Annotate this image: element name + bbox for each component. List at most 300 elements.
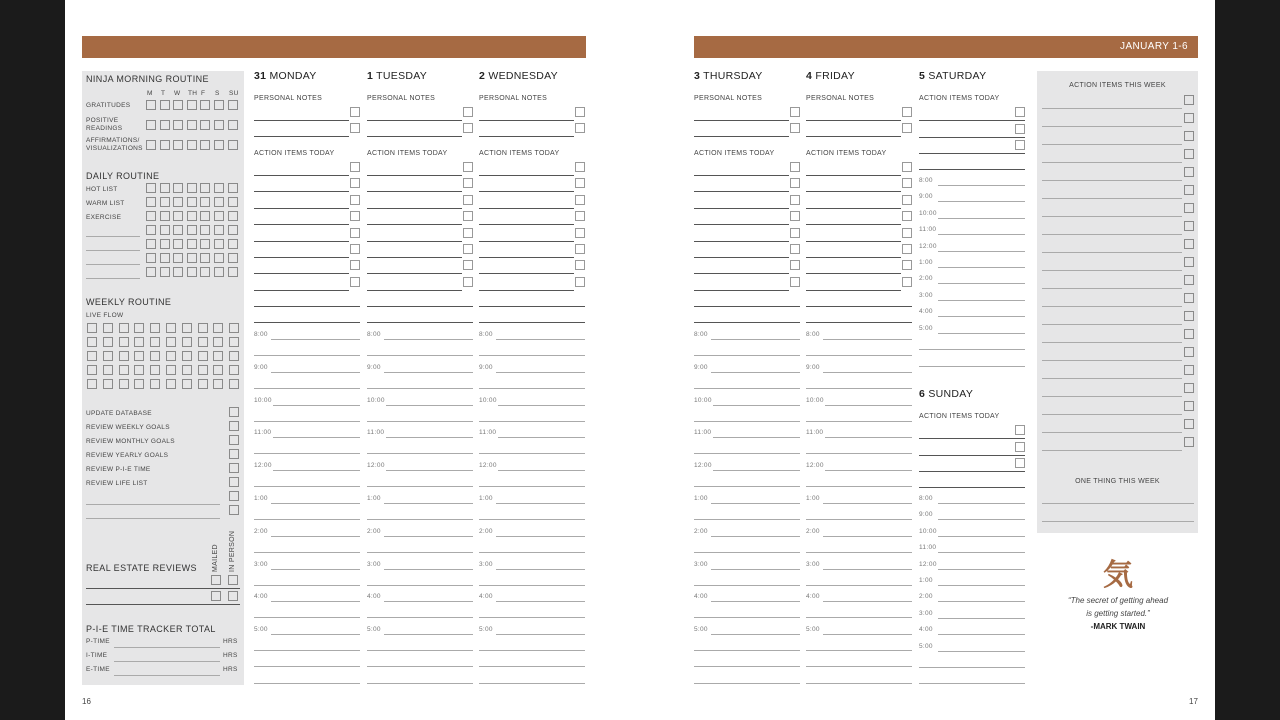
morning-checkbox[interactable] [200, 120, 210, 130]
live-flow-checkbox[interactable] [213, 379, 223, 389]
hour-line[interactable] [254, 519, 360, 520]
hour-line[interactable] [713, 470, 800, 471]
review-blank-line[interactable] [86, 504, 220, 505]
morning-checkbox[interactable] [173, 140, 183, 150]
live-flow-checkbox[interactable] [134, 337, 144, 347]
hour-line[interactable] [496, 372, 585, 373]
hour-line[interactable] [254, 453, 360, 454]
pie-hours-line[interactable] [114, 661, 220, 662]
daily-checkbox[interactable] [228, 253, 238, 263]
action-line[interactable] [694, 273, 789, 274]
action-checkbox[interactable] [790, 228, 800, 238]
action-checkbox[interactable] [463, 277, 473, 287]
hour-line[interactable] [384, 601, 473, 602]
hour-line[interactable] [806, 388, 912, 389]
mailed-checkbox[interactable] [211, 575, 221, 585]
hour-line[interactable] [271, 503, 360, 504]
note-line[interactable] [806, 120, 901, 121]
hour-line[interactable] [694, 355, 800, 356]
hour-line[interactable] [271, 569, 360, 570]
action-line[interactable] [919, 153, 1025, 154]
action-checkbox[interactable] [1015, 425, 1025, 435]
review-checkbox[interactable] [229, 435, 239, 445]
live-flow-checkbox[interactable] [182, 351, 192, 361]
daily-checkbox[interactable] [160, 239, 170, 249]
action-line[interactable] [694, 208, 789, 209]
action-line[interactable] [367, 208, 462, 209]
write-line[interactable] [367, 306, 473, 307]
live-flow-checkbox[interactable] [87, 379, 97, 389]
week-action-checkbox[interactable] [1184, 113, 1194, 123]
week-action-line[interactable] [1042, 144, 1182, 145]
live-flow-checkbox[interactable] [166, 365, 176, 375]
morning-checkbox[interactable] [160, 100, 170, 110]
review-checkbox[interactable] [229, 449, 239, 459]
action-line[interactable] [479, 273, 574, 274]
live-flow-checkbox[interactable] [150, 365, 160, 375]
action-checkbox[interactable] [902, 195, 912, 205]
review-checkbox[interactable] [229, 463, 239, 473]
write-line[interactable] [479, 666, 585, 667]
hour-line[interactable] [938, 651, 1025, 652]
hour-line[interactable] [694, 585, 800, 586]
write-line[interactable] [367, 683, 473, 684]
hour-line[interactable] [694, 453, 800, 454]
hour-line[interactable] [938, 234, 1025, 235]
write-line[interactable] [479, 306, 585, 307]
live-flow-checkbox[interactable] [119, 323, 129, 333]
hour-line[interactable] [384, 372, 473, 373]
week-action-checkbox[interactable] [1184, 131, 1194, 141]
action-line[interactable] [254, 257, 349, 258]
hour-line[interactable] [694, 519, 800, 520]
write-line[interactable] [479, 322, 585, 323]
hour-line[interactable] [806, 421, 912, 422]
week-action-line[interactable] [1042, 450, 1182, 451]
daily-checkbox[interactable] [200, 197, 210, 207]
in-person-checkbox[interactable] [228, 575, 238, 585]
hour-line[interactable] [254, 650, 360, 651]
daily-checkbox[interactable] [173, 253, 183, 263]
live-flow-checkbox[interactable] [182, 379, 192, 389]
note-line[interactable] [254, 136, 349, 137]
live-flow-checkbox[interactable] [182, 365, 192, 375]
one-thing-line[interactable] [1042, 521, 1194, 522]
morning-checkbox[interactable] [173, 120, 183, 130]
action-checkbox[interactable] [350, 228, 360, 238]
note-line[interactable] [367, 120, 462, 121]
action-line[interactable] [919, 137, 1025, 138]
action-checkbox[interactable] [350, 162, 360, 172]
action-line[interactable] [254, 208, 349, 209]
hour-line[interactable] [825, 405, 912, 406]
live-flow-checkbox[interactable] [166, 337, 176, 347]
hour-line[interactable] [498, 437, 585, 438]
hour-line[interactable] [938, 519, 1025, 520]
note-line[interactable] [254, 120, 349, 121]
live-flow-checkbox[interactable] [119, 337, 129, 347]
hour-line[interactable] [498, 405, 585, 406]
action-line[interactable] [806, 224, 901, 225]
live-flow-checkbox[interactable] [198, 337, 208, 347]
write-line[interactable] [806, 683, 912, 684]
week-action-line[interactable] [1042, 180, 1182, 181]
write-line[interactable] [254, 666, 360, 667]
daily-checkbox[interactable] [228, 225, 238, 235]
week-action-line[interactable] [1042, 396, 1182, 397]
write-line[interactable] [694, 683, 800, 684]
note-checkbox[interactable] [463, 123, 473, 133]
action-checkbox[interactable] [350, 244, 360, 254]
hour-line[interactable] [938, 300, 1025, 301]
daily-checkbox[interactable] [214, 183, 224, 193]
hour-line[interactable] [384, 569, 473, 570]
live-flow-checkbox[interactable] [134, 351, 144, 361]
review-checkbox[interactable] [229, 505, 239, 515]
action-checkbox[interactable] [790, 195, 800, 205]
morning-checkbox[interactable] [146, 120, 156, 130]
action-line[interactable] [919, 455, 1025, 456]
in-person-checkbox[interactable] [228, 591, 238, 601]
live-flow-checkbox[interactable] [213, 323, 223, 333]
action-line[interactable] [254, 224, 349, 225]
hour-line[interactable] [711, 503, 800, 504]
hour-line[interactable] [496, 569, 585, 570]
note-line[interactable] [694, 136, 789, 137]
hour-line[interactable] [713, 405, 800, 406]
hour-line[interactable] [938, 218, 1025, 219]
week-action-checkbox[interactable] [1184, 293, 1194, 303]
week-action-checkbox[interactable] [1184, 419, 1194, 429]
week-action-line[interactable] [1042, 252, 1182, 253]
action-line[interactable] [367, 175, 462, 176]
daily-checkbox[interactable] [214, 211, 224, 221]
hour-line[interactable] [806, 355, 912, 356]
week-action-line[interactable] [1042, 234, 1182, 235]
daily-checkbox[interactable] [173, 267, 183, 277]
action-checkbox[interactable] [790, 162, 800, 172]
action-line[interactable] [694, 224, 789, 225]
live-flow-checkbox[interactable] [150, 337, 160, 347]
live-flow-checkbox[interactable] [119, 379, 129, 389]
action-checkbox[interactable] [902, 211, 912, 221]
daily-checkbox[interactable] [228, 183, 238, 193]
action-line[interactable] [919, 471, 1025, 472]
write-line[interactable] [806, 322, 912, 323]
note-line[interactable] [367, 136, 462, 137]
hour-line[interactable] [479, 617, 585, 618]
live-flow-checkbox[interactable] [150, 323, 160, 333]
hour-line[interactable] [938, 536, 1025, 537]
week-action-checkbox[interactable] [1184, 221, 1194, 231]
action-checkbox[interactable] [902, 178, 912, 188]
live-flow-checkbox[interactable] [198, 323, 208, 333]
hour-line[interactable] [479, 519, 585, 520]
action-checkbox[interactable] [1015, 458, 1025, 468]
hour-line[interactable] [496, 634, 585, 635]
review-checkbox[interactable] [229, 491, 239, 501]
week-action-line[interactable] [1042, 324, 1182, 325]
note-checkbox[interactable] [463, 107, 473, 117]
write-line[interactable] [919, 487, 1025, 488]
daily-checkbox[interactable] [173, 183, 183, 193]
daily-checkbox[interactable] [187, 183, 197, 193]
mailed-checkbox[interactable] [211, 591, 221, 601]
review-blank-line[interactable] [86, 518, 220, 519]
hour-line[interactable] [496, 503, 585, 504]
daily-checkbox[interactable] [187, 267, 197, 277]
real-estate-line[interactable] [86, 604, 240, 605]
daily-checkbox[interactable] [200, 267, 210, 277]
live-flow-checkbox[interactable] [87, 337, 97, 347]
action-checkbox[interactable] [902, 260, 912, 270]
morning-checkbox[interactable] [187, 100, 197, 110]
action-line[interactable] [694, 241, 789, 242]
hour-line[interactable] [254, 388, 360, 389]
hour-line[interactable] [386, 437, 473, 438]
live-flow-checkbox[interactable] [198, 379, 208, 389]
action-line[interactable] [694, 191, 789, 192]
write-line[interactable] [254, 322, 360, 323]
week-action-checkbox[interactable] [1184, 239, 1194, 249]
live-flow-checkbox[interactable] [182, 337, 192, 347]
hour-line[interactable] [711, 634, 800, 635]
hour-line[interactable] [384, 536, 473, 537]
action-checkbox[interactable] [463, 162, 473, 172]
daily-checkbox[interactable] [187, 211, 197, 221]
write-line[interactable] [919, 667, 1025, 668]
hour-line[interactable] [694, 617, 800, 618]
write-line[interactable] [806, 306, 912, 307]
hour-line[interactable] [711, 536, 800, 537]
daily-checkbox[interactable] [214, 225, 224, 235]
daily-checkbox[interactable] [200, 239, 210, 249]
hour-line[interactable] [938, 552, 1025, 553]
hour-line[interactable] [711, 339, 800, 340]
live-flow-checkbox[interactable] [87, 351, 97, 361]
morning-checkbox[interactable] [214, 100, 224, 110]
action-checkbox[interactable] [350, 277, 360, 287]
live-flow-checkbox[interactable] [229, 323, 239, 333]
hour-line[interactable] [806, 453, 912, 454]
action-line[interactable] [367, 191, 462, 192]
note-checkbox[interactable] [902, 123, 912, 133]
action-line[interactable] [367, 290, 462, 291]
hour-line[interactable] [386, 470, 473, 471]
action-line[interactable] [367, 257, 462, 258]
action-checkbox[interactable] [790, 260, 800, 270]
hour-line[interactable] [254, 617, 360, 618]
hour-line[interactable] [938, 601, 1025, 602]
action-line[interactable] [806, 257, 901, 258]
live-flow-checkbox[interactable] [213, 351, 223, 361]
daily-checkbox[interactable] [187, 253, 197, 263]
action-checkbox[interactable] [1015, 107, 1025, 117]
live-flow-checkbox[interactable] [166, 323, 176, 333]
daily-checkbox[interactable] [228, 211, 238, 221]
week-action-line[interactable] [1042, 108, 1182, 109]
week-action-line[interactable] [1042, 378, 1182, 379]
hour-line[interactable] [938, 618, 1025, 619]
hour-line[interactable] [694, 486, 800, 487]
action-line[interactable] [694, 290, 789, 291]
daily-checkbox[interactable] [187, 239, 197, 249]
week-action-checkbox[interactable] [1184, 257, 1194, 267]
action-line[interactable] [254, 191, 349, 192]
hour-line[interactable] [367, 617, 473, 618]
live-flow-checkbox[interactable] [213, 337, 223, 347]
morning-checkbox[interactable] [146, 140, 156, 150]
write-line[interactable] [694, 306, 800, 307]
hour-line[interactable] [273, 470, 360, 471]
morning-checkbox[interactable] [160, 120, 170, 130]
daily-blank-line[interactable] [86, 250, 140, 251]
daily-checkbox[interactable] [200, 211, 210, 221]
live-flow-checkbox[interactable] [150, 379, 160, 389]
hour-line[interactable] [823, 569, 912, 570]
live-flow-checkbox[interactable] [213, 365, 223, 375]
live-flow-checkbox[interactable] [229, 337, 239, 347]
daily-checkbox[interactable] [146, 225, 156, 235]
hour-line[interactable] [823, 372, 912, 373]
week-action-line[interactable] [1042, 270, 1182, 271]
week-action-checkbox[interactable] [1184, 347, 1194, 357]
action-line[interactable] [254, 175, 349, 176]
daily-checkbox[interactable] [160, 267, 170, 277]
daily-checkbox[interactable] [173, 239, 183, 249]
hour-line[interactable] [711, 372, 800, 373]
daily-checkbox[interactable] [214, 267, 224, 277]
daily-checkbox[interactable] [160, 253, 170, 263]
morning-checkbox[interactable] [214, 120, 224, 130]
daily-checkbox[interactable] [146, 239, 156, 249]
week-action-checkbox[interactable] [1184, 185, 1194, 195]
hour-line[interactable] [938, 283, 1025, 284]
daily-checkbox[interactable] [160, 197, 170, 207]
daily-checkbox[interactable] [214, 197, 224, 207]
hour-line[interactable] [254, 486, 360, 487]
hour-line[interactable] [496, 339, 585, 340]
hour-line[interactable] [825, 470, 912, 471]
hour-line[interactable] [938, 185, 1025, 186]
hour-line[interactable] [479, 585, 585, 586]
daily-checkbox[interactable] [200, 253, 210, 263]
hour-line[interactable] [367, 453, 473, 454]
live-flow-checkbox[interactable] [103, 351, 113, 361]
hour-line[interactable] [938, 201, 1025, 202]
note-checkbox[interactable] [575, 107, 585, 117]
hour-line[interactable] [273, 405, 360, 406]
daily-checkbox[interactable] [160, 225, 170, 235]
live-flow-checkbox[interactable] [229, 379, 239, 389]
hour-line[interactable] [823, 634, 912, 635]
hour-line[interactable] [479, 552, 585, 553]
hour-line[interactable] [479, 388, 585, 389]
hour-line[interactable] [823, 339, 912, 340]
action-line[interactable] [919, 438, 1025, 439]
daily-checkbox[interactable] [173, 225, 183, 235]
action-line[interactable] [479, 175, 574, 176]
action-line[interactable] [254, 241, 349, 242]
live-flow-checkbox[interactable] [166, 351, 176, 361]
write-line[interactable] [919, 169, 1025, 170]
live-flow-checkbox[interactable] [166, 379, 176, 389]
write-line[interactable] [806, 666, 912, 667]
hour-line[interactable] [254, 355, 360, 356]
note-checkbox[interactable] [902, 107, 912, 117]
action-line[interactable] [806, 290, 901, 291]
daily-checkbox[interactable] [173, 211, 183, 221]
write-line[interactable] [694, 666, 800, 667]
hour-line[interactable] [367, 650, 473, 651]
note-checkbox[interactable] [575, 123, 585, 133]
hour-line[interactable] [806, 519, 912, 520]
hour-line[interactable] [254, 552, 360, 553]
write-line[interactable] [479, 683, 585, 684]
live-flow-checkbox[interactable] [229, 351, 239, 361]
write-line[interactable] [919, 349, 1025, 350]
action-checkbox[interactable] [575, 178, 585, 188]
morning-checkbox[interactable] [173, 100, 183, 110]
action-line[interactable] [479, 208, 574, 209]
hour-line[interactable] [367, 421, 473, 422]
action-checkbox[interactable] [790, 244, 800, 254]
action-line[interactable] [367, 224, 462, 225]
pie-hours-line[interactable] [114, 647, 220, 648]
live-flow-checkbox[interactable] [87, 365, 97, 375]
action-checkbox[interactable] [350, 211, 360, 221]
hour-line[interactable] [367, 388, 473, 389]
daily-checkbox[interactable] [146, 197, 156, 207]
morning-checkbox[interactable] [228, 140, 238, 150]
hour-line[interactable] [938, 316, 1025, 317]
live-flow-checkbox[interactable] [119, 365, 129, 375]
action-checkbox[interactable] [902, 162, 912, 172]
daily-checkbox[interactable] [228, 239, 238, 249]
live-flow-checkbox[interactable] [198, 365, 208, 375]
live-flow-checkbox[interactable] [198, 351, 208, 361]
morning-checkbox[interactable] [146, 100, 156, 110]
action-checkbox[interactable] [350, 195, 360, 205]
action-checkbox[interactable] [575, 244, 585, 254]
hour-line[interactable] [694, 421, 800, 422]
hour-line[interactable] [694, 650, 800, 651]
hour-line[interactable] [806, 617, 912, 618]
week-action-line[interactable] [1042, 288, 1182, 289]
live-flow-checkbox[interactable] [229, 365, 239, 375]
review-checkbox[interactable] [229, 421, 239, 431]
write-line[interactable] [367, 322, 473, 323]
write-line[interactable] [254, 683, 360, 684]
action-checkbox[interactable] [575, 162, 585, 172]
hour-line[interactable] [271, 601, 360, 602]
daily-checkbox[interactable] [214, 253, 224, 263]
hour-line[interactable] [496, 536, 585, 537]
hour-line[interactable] [938, 267, 1025, 268]
hour-line[interactable] [938, 634, 1025, 635]
action-checkbox[interactable] [463, 178, 473, 188]
hour-line[interactable] [384, 634, 473, 635]
week-action-checkbox[interactable] [1184, 383, 1194, 393]
hour-line[interactable] [938, 333, 1025, 334]
action-checkbox[interactable] [463, 211, 473, 221]
write-line[interactable] [919, 683, 1025, 684]
hour-line[interactable] [479, 355, 585, 356]
daily-checkbox[interactable] [200, 183, 210, 193]
write-line[interactable] [367, 666, 473, 667]
morning-checkbox[interactable] [187, 120, 197, 130]
hour-line[interactable] [479, 486, 585, 487]
